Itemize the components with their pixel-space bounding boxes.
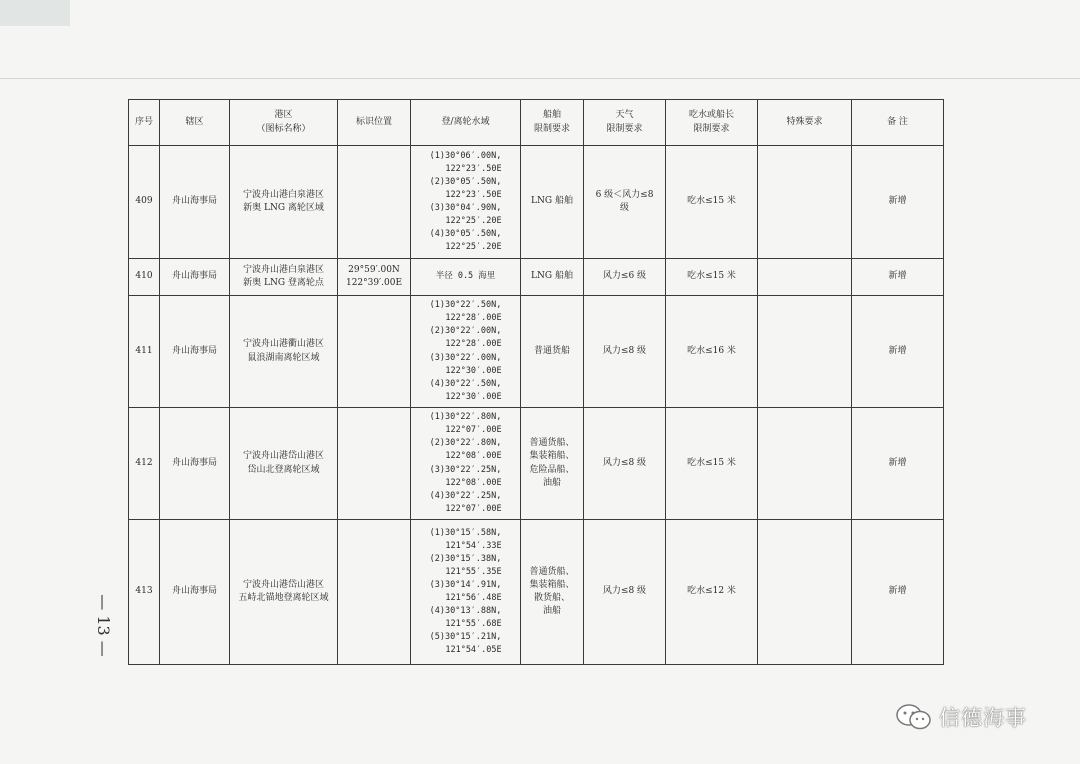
- cell-draft: 吃水≤16 米: [666, 296, 758, 408]
- pilot-boarding-table: [128, 99, 944, 665]
- cell-ship: [521, 259, 584, 296]
- coordinate-line: 121°54′.33E: [445, 540, 502, 551]
- cell-ship: [521, 408, 584, 520]
- port-area-line: 岱山北登离轮区域: [247, 464, 320, 475]
- coordinate-line: (3)30°14′.91N,: [429, 579, 502, 590]
- coordinate-line: 122°28′.00E: [445, 339, 502, 350]
- ship-type-line: 普通货船: [533, 345, 570, 356]
- coordinate-line: 122°07′.00E: [445, 425, 502, 436]
- cell-port-area: [230, 520, 338, 665]
- cell-remark: 新增: [852, 296, 944, 408]
- cell-marker: [338, 146, 411, 259]
- scan-corner-mark: [0, 0, 70, 26]
- header-seq: 序号: [129, 100, 160, 146]
- coordinate-line: (4)30°22′.25N,: [429, 490, 502, 501]
- wechat-icon: [895, 703, 933, 731]
- cell-ship: [521, 296, 584, 408]
- cell-port-area: [230, 408, 338, 520]
- coordinate-line: 121°55′.68E: [445, 619, 502, 630]
- cell-ship: [521, 520, 584, 665]
- weather-line: 6 级＜风力≤8: [595, 189, 654, 200]
- coordinate-line: 122°07′.00E: [445, 503, 502, 514]
- port-area-line: 新奥 LNG 离轮区域: [243, 203, 324, 213]
- cell-seq: 411: [129, 296, 160, 408]
- cell-special: [758, 259, 852, 296]
- port-area-line: 宁波舟山港白泉港区: [242, 189, 324, 200]
- watermark-text: 信德海事: [939, 706, 1027, 730]
- weather-line: 风力≤8 级: [602, 457, 647, 468]
- coordinate-line: (1)30°22′.80N,: [429, 412, 502, 423]
- weather-line: 风力≤8 级: [602, 586, 647, 597]
- table-row: [129, 259, 944, 296]
- coordinate-line: (3)30°22′.00N,: [429, 352, 502, 363]
- ship-type-line: 集装箱船、: [529, 451, 575, 462]
- cell-marker: [338, 259, 411, 296]
- cell-marker: [338, 520, 411, 665]
- header-marker: 标识位置: [338, 100, 411, 146]
- cell-special: [758, 296, 852, 408]
- cell-seq: 412: [129, 408, 160, 520]
- cell-jurisdiction: 舟山海事局: [160, 146, 230, 259]
- port-area-line: 新奥 LNG 登离轮点: [243, 278, 324, 288]
- weather-line: 风力≤8 级: [602, 345, 647, 356]
- table-header-row: [129, 100, 944, 146]
- cell-waters: [411, 520, 521, 665]
- ship-type-line: 普通货船、: [529, 566, 575, 577]
- header-draft-line2: 限制要求: [693, 123, 730, 134]
- header-draft-line1: 吃水或船长: [688, 110, 734, 121]
- cell-jurisdiction: 舟山海事局: [160, 259, 230, 296]
- port-area-line: 宁波舟山港白泉港区: [242, 264, 324, 275]
- marker-lat: 29°59′.00N: [348, 264, 400, 275]
- port-area-line: 五峙北锚地登离轮区域: [238, 593, 329, 603]
- coordinate-line: 122°08′.00E: [445, 477, 502, 488]
- port-area-line: 宁波舟山港衢山港区: [242, 339, 324, 350]
- coordinate-line: 122°28′.00E: [445, 313, 502, 324]
- ship-type-line: 油船: [542, 477, 561, 488]
- cell-draft: 吃水≤15 米: [666, 146, 758, 259]
- cell-draft: 吃水≤15 米: [666, 259, 758, 296]
- cell-waters: [411, 146, 521, 259]
- cell-weather: [584, 146, 666, 259]
- header-weather: [584, 100, 666, 146]
- coordinate-line: (2)30°22′.80N,: [429, 438, 502, 449]
- coordinate-line: 122°30′.00E: [445, 391, 502, 402]
- coordinate-line: 122°23′.50E: [445, 163, 502, 174]
- cell-seq: 413: [129, 520, 160, 665]
- cell-remark: 新增: [852, 146, 944, 259]
- cell-seq: 409: [129, 146, 160, 259]
- header-ship-line1: 船舶: [542, 110, 561, 121]
- coordinate-line: 122°25′.20E: [445, 216, 502, 227]
- scan-edge-line: [0, 78, 1080, 79]
- page-number-text: — 13 —: [93, 593, 113, 657]
- coordinate-line: 121°56′.48E: [445, 593, 502, 603]
- page-number: [88, 585, 118, 665]
- port-area-line: 鼠浪湖南离轮区域: [247, 352, 320, 363]
- cell-weather: [584, 296, 666, 408]
- cell-waters: [411, 259, 521, 296]
- coordinate-line: (4)30°13′.88N,: [429, 606, 502, 617]
- port-area-line: 宁波舟山港岱山港区: [242, 451, 324, 462]
- cell-jurisdiction: 舟山海事局: [160, 520, 230, 665]
- cell-remark: 新增: [852, 520, 944, 665]
- coordinate-line: 122°08′.00E: [445, 451, 502, 462]
- header-port-area: [230, 100, 338, 146]
- header-ship-line2: 限制要求: [533, 123, 570, 134]
- coordinate-line: (2)30°05′.50N,: [429, 176, 502, 187]
- coordinate-line: 121°55′.35E: [445, 566, 502, 577]
- table-row: [129, 146, 944, 259]
- header-draft: [666, 100, 758, 146]
- cell-port-area: [230, 146, 338, 259]
- coordinate-line: 半径 0.5 海里: [435, 271, 496, 282]
- coordinate-line: 122°25′.20E: [445, 242, 502, 253]
- cell-draft: 吃水≤15 米: [666, 408, 758, 520]
- cell-weather: [584, 259, 666, 296]
- coordinate-line: 122°30′.00E: [445, 365, 502, 376]
- header-port-area-sub: （图标名称）: [256, 123, 311, 134]
- cell-waters: [411, 408, 521, 520]
- coordinate-line: (4)30°22′.50N,: [429, 378, 502, 389]
- table-row: [129, 520, 944, 665]
- table-row: [129, 408, 944, 520]
- header-remarks: 备 注: [852, 100, 944, 146]
- cell-jurisdiction: 舟山海事局: [160, 296, 230, 408]
- coordinate-line: (2)30°15′.38N,: [429, 553, 502, 564]
- weather-line: 风力≤6 级: [602, 271, 647, 282]
- cell-special: [758, 520, 852, 665]
- ship-type-line: 集装箱船、: [529, 579, 575, 590]
- ship-type-line: 油船: [542, 606, 561, 617]
- cell-remark: 新增: [852, 259, 944, 296]
- header-weather-line2: 限制要求: [606, 123, 643, 134]
- watermark: [895, 700, 1027, 734]
- table-row: [129, 296, 944, 408]
- cell-waters: [411, 296, 521, 408]
- cell-weather: [584, 408, 666, 520]
- cell-draft: 吃水≤12 米: [666, 520, 758, 665]
- coordinate-line: (5)30°15′.21N,: [429, 632, 502, 643]
- coordinate-line: (1)30°22′.50N,: [429, 300, 502, 311]
- coordinate-line: (1)30°06′.00N,: [429, 150, 502, 161]
- cell-special: [758, 408, 852, 520]
- coordinate-line: 121°54′.05E: [445, 645, 502, 656]
- ship-type-line: 普通货船、: [529, 438, 575, 449]
- cell-marker: [338, 408, 411, 520]
- header-ship: [521, 100, 584, 146]
- cell-seq: 410: [129, 259, 160, 296]
- cell-remark: 新增: [852, 408, 944, 520]
- cell-port-area: [230, 296, 338, 408]
- cell-marker: [338, 296, 411, 408]
- ship-type-line: LNG 船舶: [531, 271, 573, 282]
- weather-line: 级: [619, 203, 629, 213]
- ship-type-line: 危险品船、: [529, 464, 575, 475]
- header-waters: 登/离轮水域: [411, 100, 521, 146]
- header-jurisdiction: 辖区: [160, 100, 230, 146]
- port-area-line: 宁波舟山港岱山港区: [242, 579, 324, 590]
- cell-jurisdiction: 舟山海事局: [160, 408, 230, 520]
- cell-ship: [521, 146, 584, 259]
- header-special: 特殊要求: [758, 100, 852, 146]
- header-weather-line1: 天气: [615, 110, 634, 121]
- coordinate-line: (3)30°22′.25N,: [429, 464, 502, 475]
- cell-special: [758, 146, 852, 259]
- cell-port-area: [230, 259, 338, 296]
- ship-type-line: 散货船、: [533, 593, 570, 603]
- cell-weather: [584, 520, 666, 665]
- marker-lon: 122°39′.00E: [345, 278, 403, 288]
- coordinate-line: 122°23′.50E: [445, 189, 502, 200]
- coordinate-line: (3)30°04′.90N,: [429, 203, 502, 213]
- coordinate-line: (1)30°15′.58N,: [429, 527, 502, 538]
- coordinate-line: (4)30°05′.50N,: [429, 229, 502, 240]
- header-port-area-main: 港区: [274, 110, 293, 121]
- ship-type-line: LNG 船舶: [531, 196, 573, 207]
- coordinate-line: (2)30°22′.00N,: [429, 326, 502, 337]
